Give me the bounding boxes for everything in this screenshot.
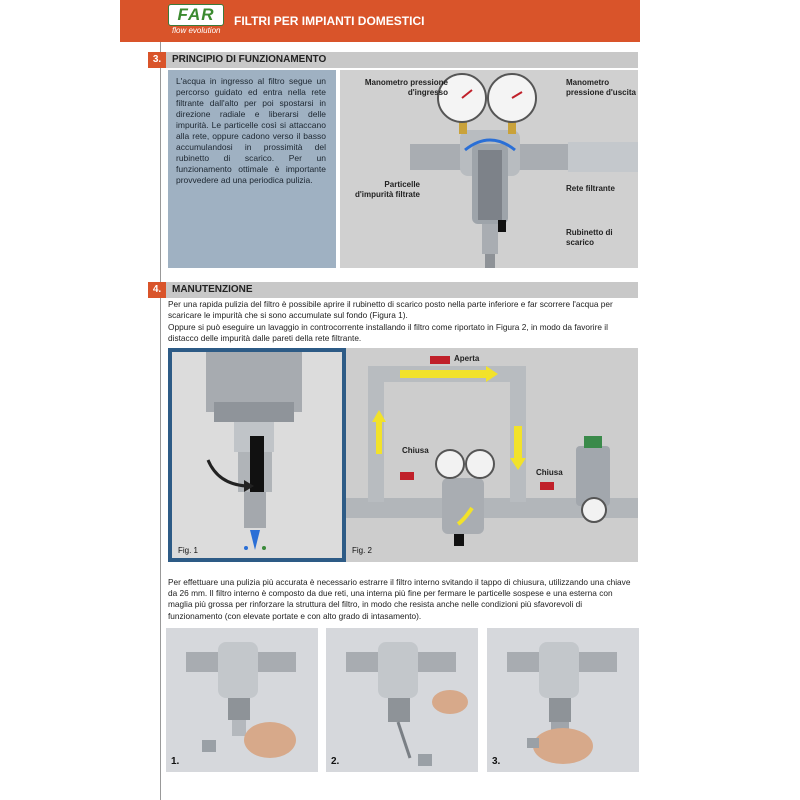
label-particles: Particelle d'impurità filtrate: [354, 180, 420, 199]
step-photo-2: [326, 628, 478, 772]
filter-diagram: [340, 70, 638, 268]
figure-2: [346, 348, 638, 562]
section-3-bar: [148, 52, 638, 68]
filter-removal-illustration-1: [166, 628, 318, 772]
label-tap: Rubinetto di scarico: [566, 228, 613, 247]
maintenance-para-2: Oppure si può eseguire un lavaggio in controcorrente installando il filtro come riportato in Figura 2, in modo da favorire il distacco delle impurità dalle pareti della rete filtrante.: [168, 322, 608, 344]
filter-removal-illustration-3: [487, 628, 639, 772]
step-number-2: 2.: [331, 756, 340, 767]
label-closed-valve-right: Chiusa: [536, 468, 563, 477]
figure-1-label: Fig. 1: [178, 546, 199, 555]
section-4-number: 4.: [148, 282, 166, 298]
section-3-title: PRINCIPIO DI FUNZIONAMENTO: [172, 54, 327, 65]
drain-tap-illustration: [172, 352, 342, 558]
maintenance-para-1: Per una rapida pulizia del filtro è possibile aprire il rubinetto di scarico posto nella parte inferiore e far scorrere l'acqua per scaricare le impurità che si sono accumulate sul fondo (Figura 1).: [168, 299, 613, 321]
logo-tagline: flow evolution: [172, 26, 221, 35]
section-3-number: 3.: [148, 52, 166, 68]
label-gauge-in: Manometro pressione d'ingresso: [364, 78, 448, 97]
backwash-installation-illustration: [346, 348, 638, 562]
step-photo-3: [487, 628, 639, 772]
label-mesh: Rete filtrante: [566, 184, 615, 193]
principle-text-box: [168, 70, 336, 268]
section-4-bar: [148, 282, 638, 298]
section-4-title: MANUTENZIONE: [172, 284, 253, 295]
far-logo: FAR: [168, 4, 224, 26]
page-title: FILTRI PER IMPIANTI DOMESTICI: [234, 14, 425, 28]
margin-line: [160, 42, 161, 800]
figure-2-label: Fig. 2: [352, 546, 373, 555]
step-photo-1: [166, 628, 318, 772]
label-closed-valve-left: Chiusa: [402, 446, 429, 455]
maintenance-para-3: Per effettuare una pulizia più accurata è necessario estrarre il filtro interno svitando il tappo di chiusura, utilizzando una chiave da 26 mm. Il filtro interno è composto da due reti, una interna più fine per fermare le particelle sospese e una esterna con maglia più grossa per rinforzare la struttura del filtro, in modo che resista anche nelle condizioni più sfavorevoli di funzionamento (con elevate portate e con alto grado di intasamento).: [168, 577, 631, 621]
step-number-3: 3.: [492, 756, 501, 767]
filter-removal-illustration-2: [326, 628, 478, 772]
figure-1: [168, 348, 346, 562]
principle-text: L'acqua in ingresso al filtro segue un percorso guidato ed entra nella rete filtrante dall'alto per poi spostarsi in direzione radiale e liberarsi delle impurità. Le particelle così si attaccano alla rete, oppure cadono verso il basso accumulandosi in prossimità del rubinetto di scarico. Per un funzionamento ottimale è importante provvedere ad una periodica pulizia.: [176, 76, 326, 185]
step-number-1: 1.: [171, 756, 180, 767]
label-open-valve: Aperta: [454, 354, 480, 363]
label-gauge-out: Manometro pressione d'uscita: [566, 78, 636, 97]
